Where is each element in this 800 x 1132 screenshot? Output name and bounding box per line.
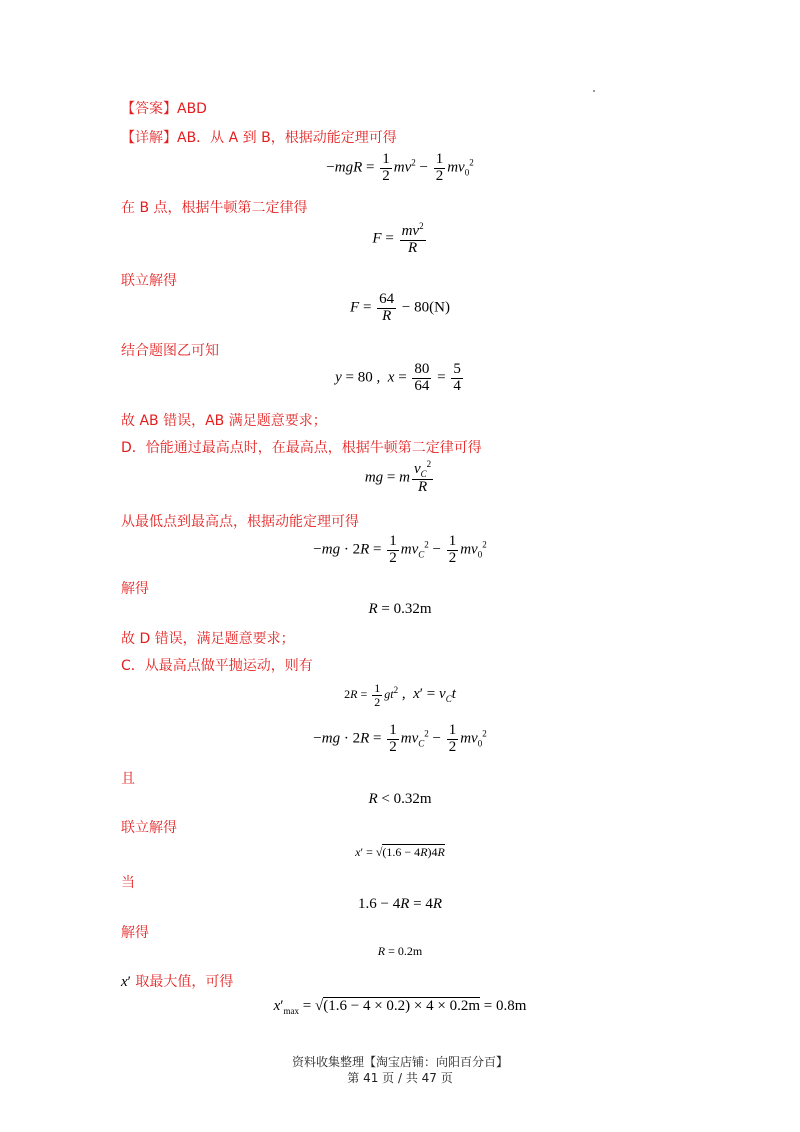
equation-top-point: mg = m $\frac{v_C^2}{R}$: [364, 459, 432, 496]
text-line-15: x′ 取最大值，可得: [121, 974, 234, 990]
stray-dot: [593, 90, 595, 92]
equation-energy-ab: −mgR = $\frac{1}{2}$ $mv^2$ − $\frac{1}{2}$ $mv_0^2$: [326, 151, 474, 184]
text-line-6: D．恰能通过最高点时，在最高点，根据牛顿第二定律可得: [121, 440, 482, 456]
answer-line: [121, 98, 207, 118]
text-line-11: 且: [121, 771, 135, 787]
text-line-7: 从最低点到最高点，根据动能定理可得: [121, 514, 359, 530]
footer-page-number: 第 41 页 / 共 47 页: [347, 1071, 453, 1085]
text-line-10: C．从最高点做平抛运动，则有: [121, 658, 313, 674]
answer-label: 【答案】: [121, 101, 177, 117]
equation-force: F = $\frac{64}{R}$ − 80(N): [350, 291, 450, 324]
equation-range: x′ = √(1.6 − 4R)4R: [355, 845, 445, 859]
text-line-2: 在 B 点，根据牛顿第二定律得: [121, 200, 308, 216]
text-line-12: 联立解得: [121, 820, 177, 836]
answer-value: ABD: [177, 101, 207, 117]
equation-intercepts: y = 80 , x = $\frac{80}{64}$ = $\frac{5}{4}$: [335, 361, 461, 394]
equation-radius-1: R = 0.32m: [368, 601, 432, 617]
equation-radius-bound: R < 0.32m: [368, 791, 432, 807]
text-line-8: 解得: [121, 581, 149, 597]
equation-max-condition: 1.6 − 4R = 4R: [357, 896, 443, 912]
equation-range-max: $x'_{max} = √(1.6 - 4 \times 0.2) \times 4 \times 0.2m = 0.8m$: [273, 998, 527, 1016]
equation-energy-bottom-top: −mg · 2R = $\frac{1}{2}$ $mv_C^2$ − $\frac{1}{2}$ $mv_0^2$: [313, 533, 487, 566]
detail-line-1: [121, 127, 397, 147]
footer-source: 资料收集整理【淘宝店铺：向阳百分百】: [291, 1055, 508, 1069]
text-line-9: 故 D 错误，满足题意要求；: [121, 631, 295, 647]
equation-radius-2: R = 0.2m: [377, 944, 423, 958]
equation-newton-b: F = $\frac{mv^2}{R}$: [372, 221, 424, 256]
detail-label: 【详解】: [121, 130, 177, 146]
text-line-15-label: 取最大值，可得: [135, 974, 234, 990]
equation-projectile: 2R = $\frac{1}{2}$ $gt^2$ , $x' = v_Ct$: [344, 681, 456, 709]
text-line-13: 当: [121, 875, 135, 891]
text-line-14: 解得: [121, 925, 149, 941]
text-line-4: 结合题图乙可知: [121, 343, 219, 359]
text-line: AB．从 A 到 B，根据动能定理可得: [177, 130, 397, 146]
equation-energy-repeat: −mg · 2R = $\frac{1}{2}$ $mv_C^2$ − $\frac{1}{2}$ $mv_0^2$: [313, 722, 487, 755]
text-line-3: 联立解得: [121, 273, 177, 289]
text-line-5: 故 AB 错误，AB 满足题意要求；: [121, 413, 327, 429]
